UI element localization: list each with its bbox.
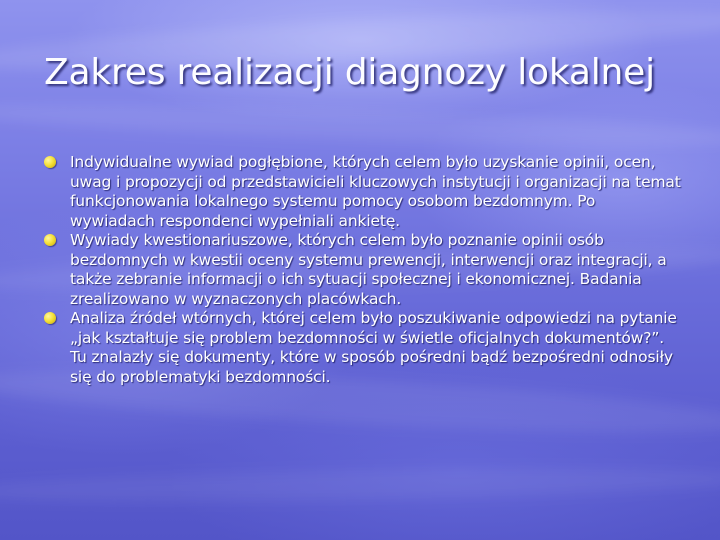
slide-title: Zakres realizacji diagnozy lokalnej [44, 52, 655, 93]
bullet-text: Wywiady kwestionariuszowe, których celem było poznanie opinii osób bezdomnych w kwestii oceny systemu prewencji, interwencji oraz integracji, a także zebranie informacji o ich sytuacji społecznej i ekonomicznej. Badania zrealizowano w wyznaczonych placówkach. [70, 231, 667, 308]
bullet-item [44, 153, 684, 231]
bullet-dot-icon [44, 156, 56, 168]
background-wave [0, 96, 720, 154]
bullet-text: Indywidualne wywiad pogłębione, których celem było uzyskanie opinii, ocen, uwag i propozycji od przedstawicieli kluczowych instytucji i organizacji na temat funkcjonowania lokalnego systemu pomocy osobom bezdomnym. Po wywiadach respondenci wypełniali ankietę. [70, 153, 681, 230]
bullet-text: Analiza źródeł wtórnych, której celem było poszukiwanie odpowiedzi na pytanie „jak kształtuje się problem bezdomności w świetle oficjalnych dokumentów?”. Tu znalazły się dokumenty, które w sposób pośredni bądź bezpośredni odnosiły się do problematyki bezdomności. [70, 309, 677, 386]
background-wave [0, 463, 720, 507]
bullet-item [44, 309, 684, 387]
bullet-item [44, 231, 684, 309]
bullet-list [44, 153, 684, 387]
bullet-dot-icon [44, 312, 56, 324]
bullet-dot-icon [44, 234, 56, 246]
